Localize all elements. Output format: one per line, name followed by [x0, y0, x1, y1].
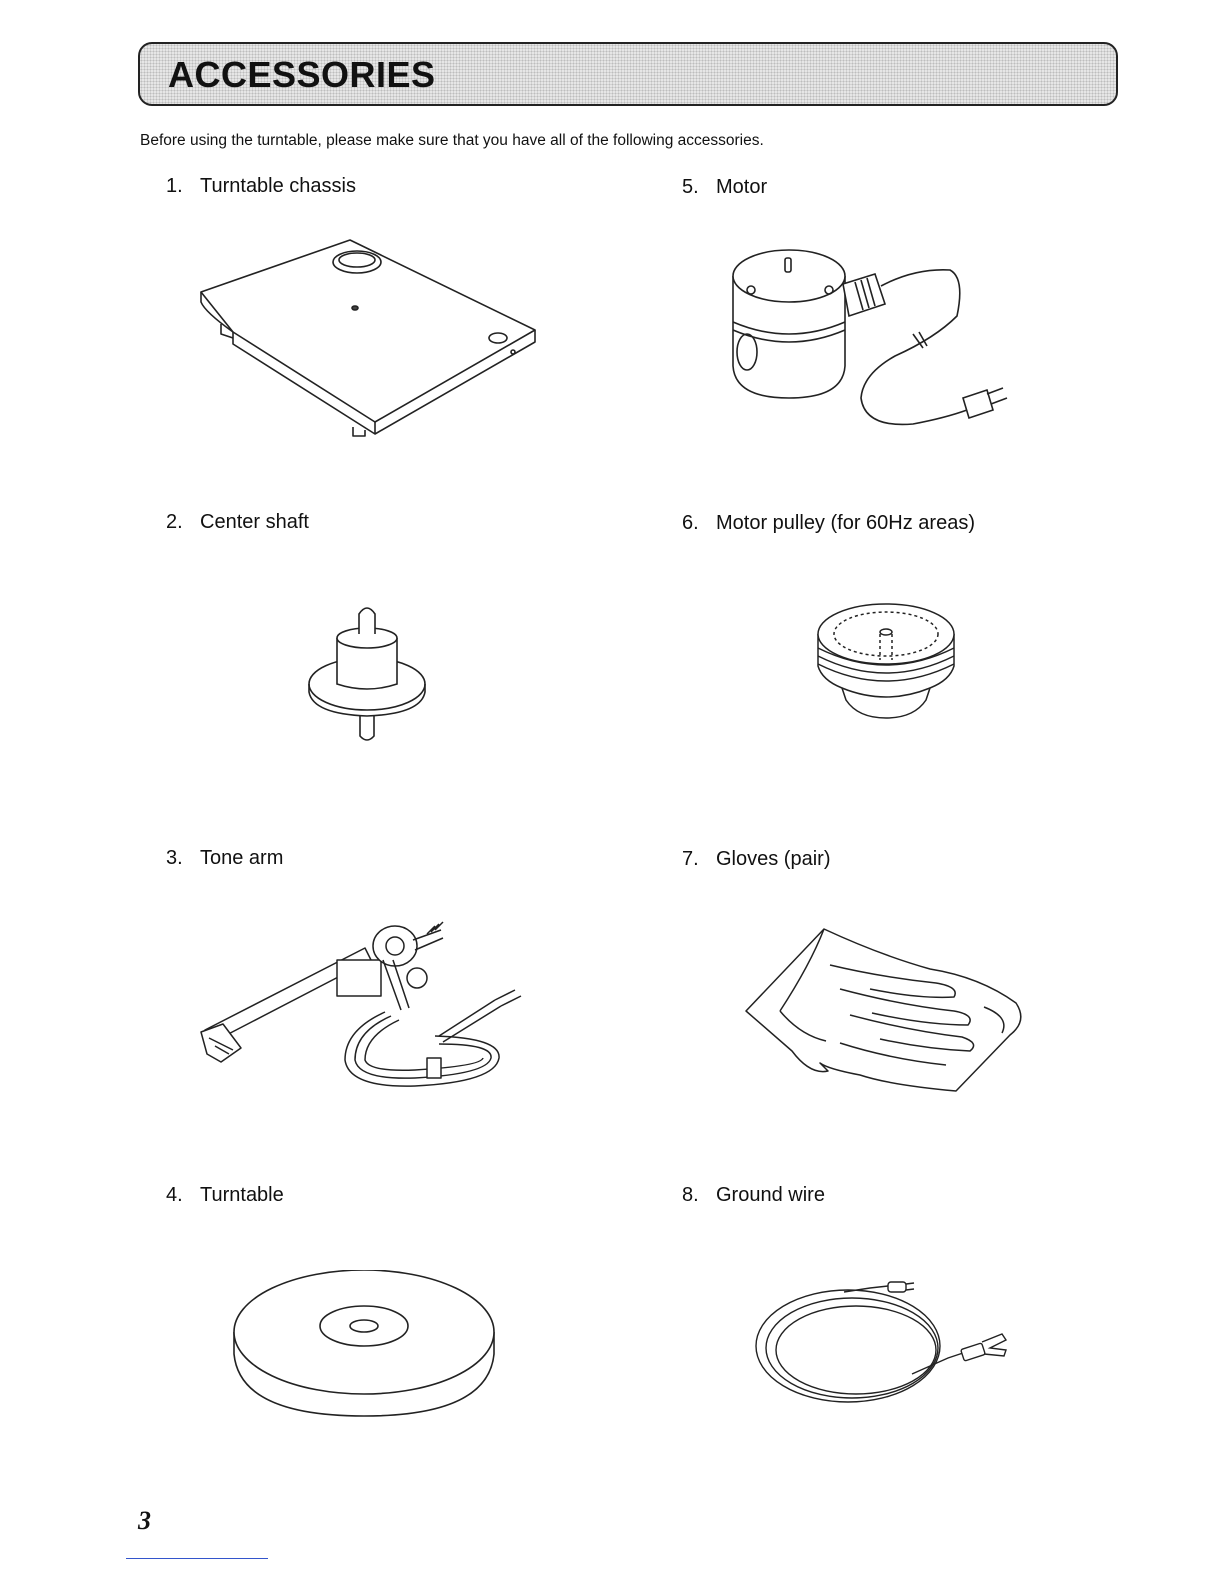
intro-text: Before using the turntable, please make sure that you have all of the following accessories. [140, 132, 764, 149]
turntable-chassis-illustration [195, 232, 545, 442]
page-number: 3 [138, 1506, 151, 1535]
motor-illustration [725, 238, 1010, 438]
footer-rule [126, 1558, 268, 1559]
turntable-platter-illustration [230, 1270, 500, 1420]
item-label-6: 6. Motor pulley (for 60Hz areas) [682, 512, 975, 534]
item-label-5: 5. Motor [682, 176, 768, 198]
gloves-illustration [740, 925, 1030, 1100]
section-header-bar [138, 42, 1118, 106]
tone-arm-illustration [195, 920, 540, 1100]
section-title: ACCESSORIES [168, 54, 436, 95]
item-label-3: 3. Tone arm [166, 847, 284, 869]
motor-pulley-illustration [812, 598, 962, 723]
center-shaft-illustration [305, 602, 435, 747]
item-label-8: 8. Ground wire [682, 1184, 825, 1206]
item-label-1: 1. Turntable chassis [166, 175, 356, 197]
ground-wire-illustration [752, 1278, 1012, 1418]
item-label-4: 4. Turntable [166, 1184, 284, 1206]
item-label-2: 2. Center shaft [166, 511, 309, 533]
item-label-7: 7. Gloves (pair) [682, 848, 831, 870]
